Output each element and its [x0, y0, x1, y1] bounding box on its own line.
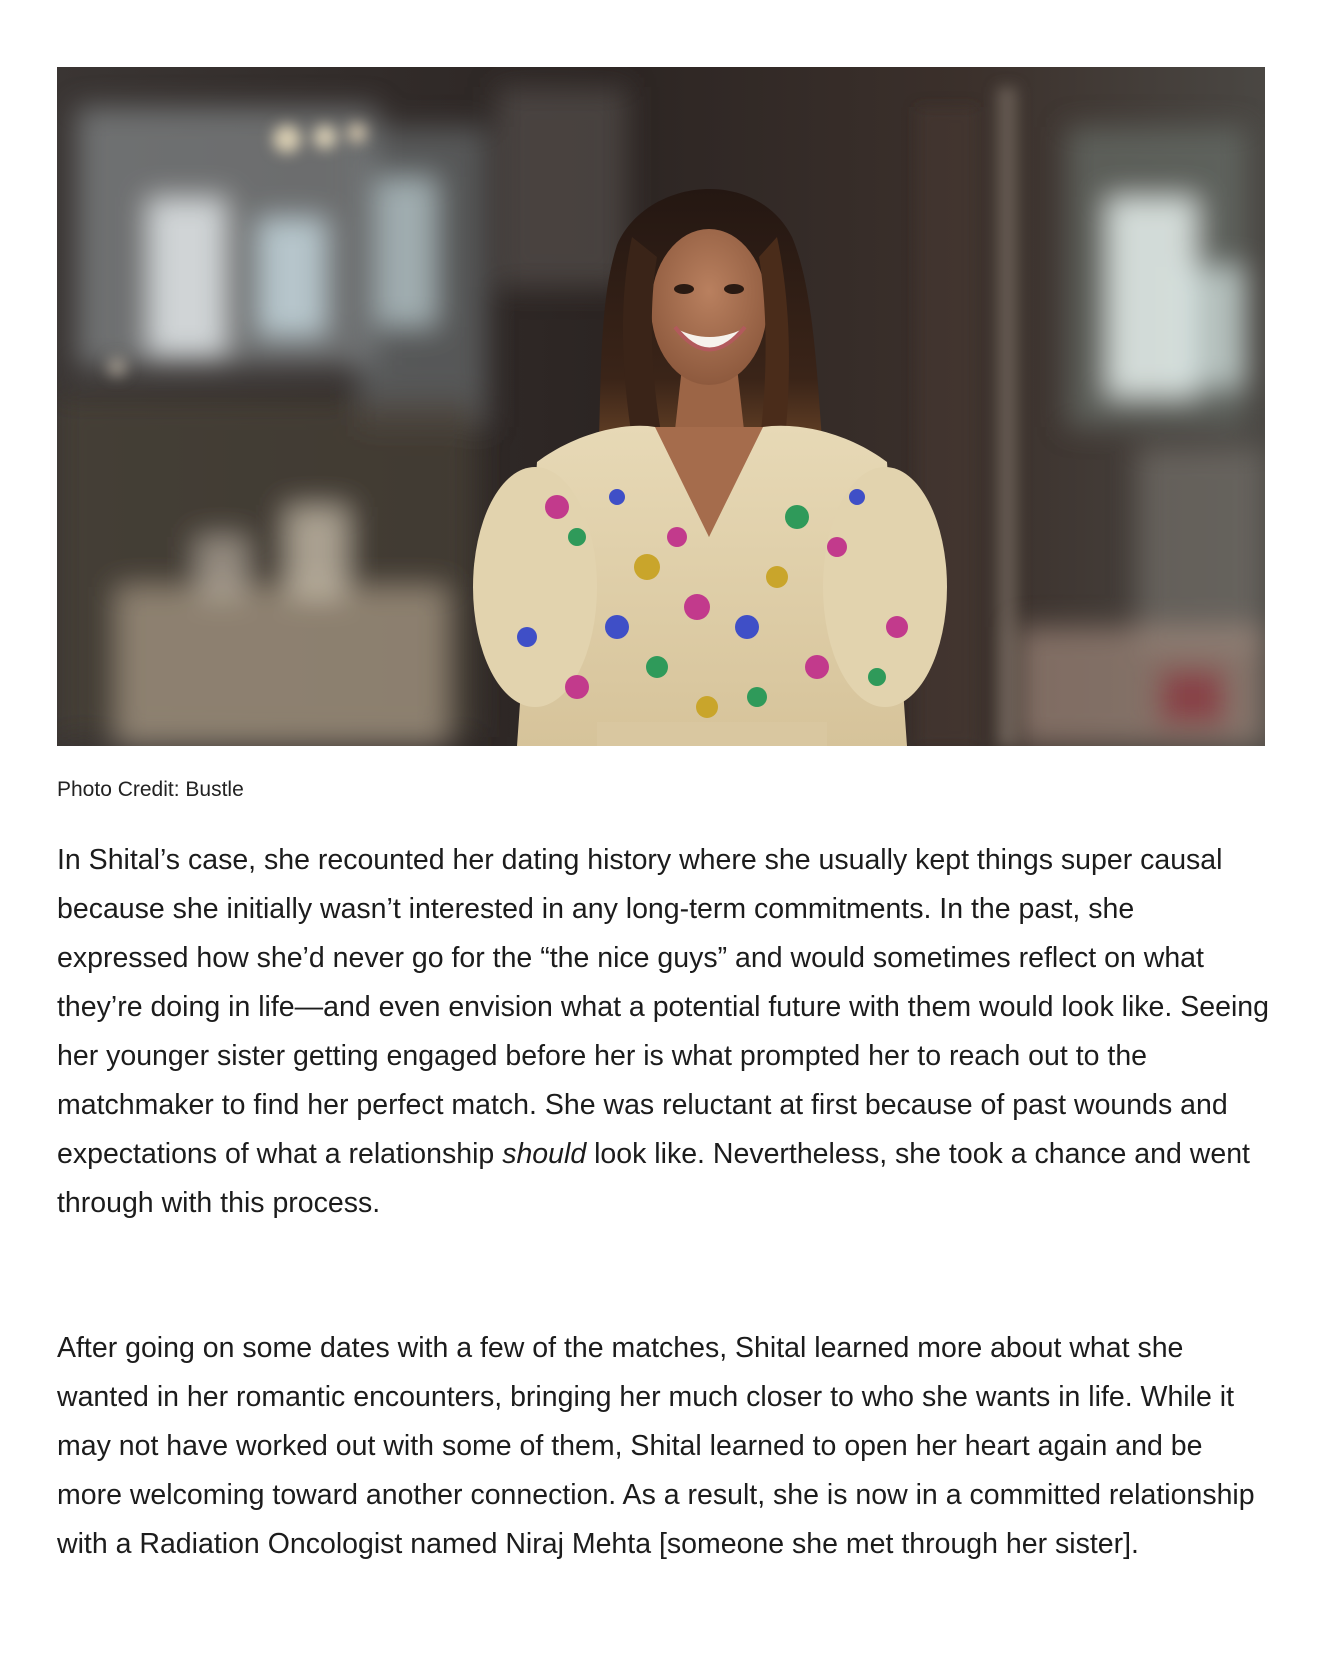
photo-illustration — [57, 67, 1265, 746]
paragraph-1-text-start: In Shital’s case, she recounted her dating history where she usually kept things super causal because she initially wasn’t interested in any long-term commitments. In the past, she expressed how she’d never go for the “the nice guys” and would sometimes reflect on what they’re doing in life—and even envision what a potential future with them would look like. Seeing her younger sister getting engaged before her is what prompted her to reach out to the matchmaker to find her perfect match. She was reluctant at first because of past wounds and expectations of what a relationship — [57, 844, 1269, 1170]
article-paragraph-1 — [57, 836, 1272, 1228]
article-photo — [57, 67, 1265, 746]
photo-caption: Photo Credit: Bustle — [57, 778, 244, 801]
paragraph-1-text-end: look like. Nevertheless, she took a chance and went through with this process. — [57, 1138, 1250, 1219]
paragraph-1-emphasis: should — [502, 1138, 587, 1170]
article-paragraph-2: After going on some dates with a few of the matches, Shital learned more about what she wanted in her romantic encounters, bringing her much closer to who she wants in life. While it may not have worked out with some of them, Shital learned to open her heart again and be more welcoming toward another connection. As a result, she is now in a committed relationship with a Radiation Oncologist named Niraj Mehta [someone she met through her sister]. — [57, 1332, 1255, 1560]
